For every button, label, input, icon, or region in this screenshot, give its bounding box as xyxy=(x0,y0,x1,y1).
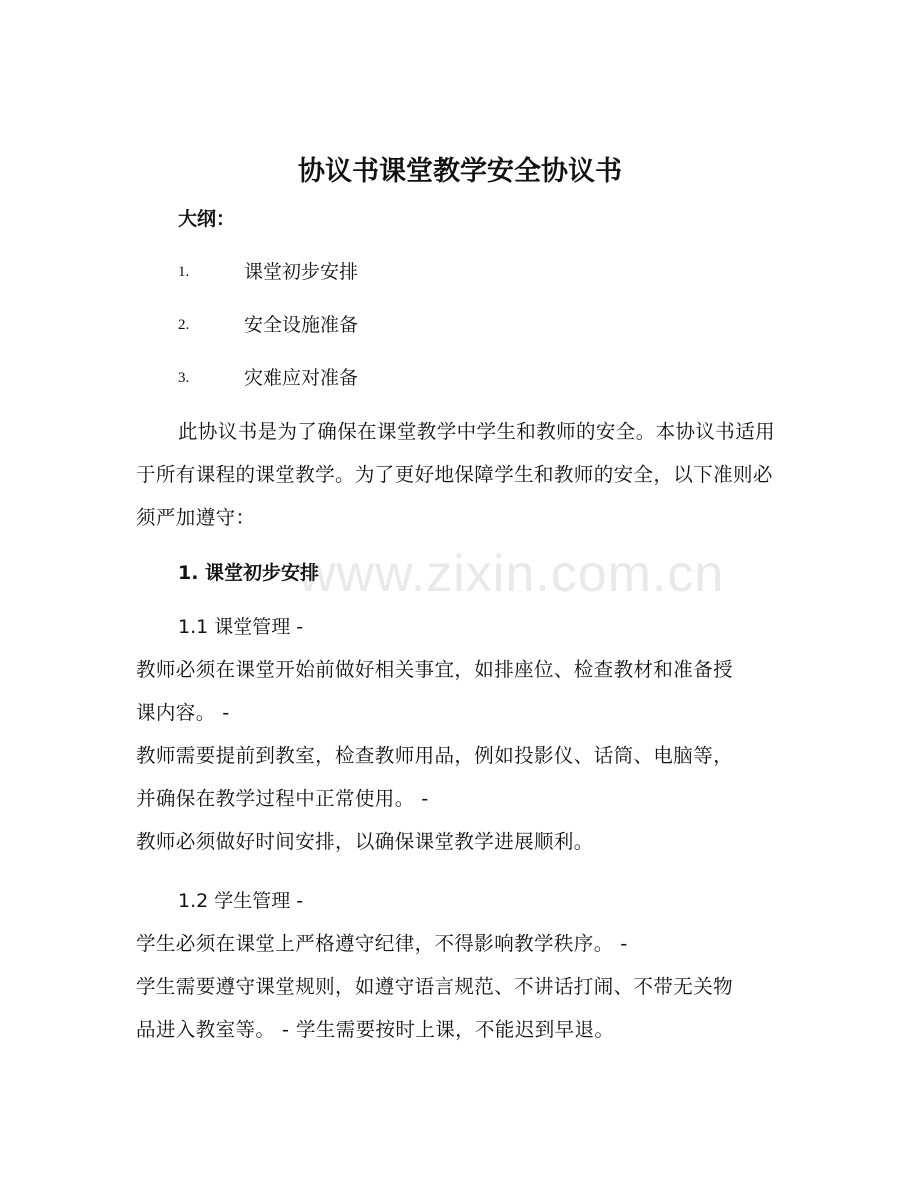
document-title: 协议书课堂教学安全协议书 xyxy=(298,156,622,187)
body-line: 课内容。 - xyxy=(136,701,230,724)
body-line: 并确保在教学过程中正常使用。 - xyxy=(136,787,429,810)
intro-paragraph: 此协议书是为了确保在课堂教学中学生和教师的安全。本协议书适用于所有课程的课堂教学。为了更好地保障学生和教师的安全，以下准则必须严加遵守： xyxy=(136,420,776,529)
outline-item-text: 灾难应对准备 xyxy=(244,367,359,389)
outline-item-text: 课堂初步安排 xyxy=(244,261,359,283)
body-line: 教师需要提前到教室，检查教师用品，例如投影仪、话筒、电脑等， xyxy=(136,744,734,767)
subsection-heading: 1.2 学生管理 - xyxy=(178,890,304,912)
outline-item-number: 3. xyxy=(178,370,190,386)
subsection-body xyxy=(136,648,776,863)
body-line: 教师必须做好时间安排，以确保课堂教学进展顺利。 xyxy=(136,830,594,853)
watermark: www.zixin.com.cn xyxy=(298,545,725,603)
outline-item-number: 2. xyxy=(178,317,190,333)
section-heading: 1. 课堂初步安排 xyxy=(178,562,320,584)
outline-item-number: 1. xyxy=(178,264,190,280)
outline-label: 大纲： xyxy=(178,208,236,230)
subsection-heading: 1.1 课堂管理 - xyxy=(178,616,304,638)
body-line: 学生必须在课堂上严格遵守纪律，不得影响教学秩序。 - xyxy=(136,932,628,955)
outline-item-text: 安全设施准备 xyxy=(244,314,359,336)
subsection-body xyxy=(136,922,776,1051)
body-line: 品进入教室等。 - 学生需要按时上课，不能迟到早退。 xyxy=(136,1018,615,1041)
body-line: 教师必须在课堂开始前做好相关事宜，如排座位、检查教材和准备授 xyxy=(136,658,734,681)
body-line: 学生需要遵守课堂规则，如遵守语言规范、不讲话打闹、不带无关物 xyxy=(136,975,734,998)
